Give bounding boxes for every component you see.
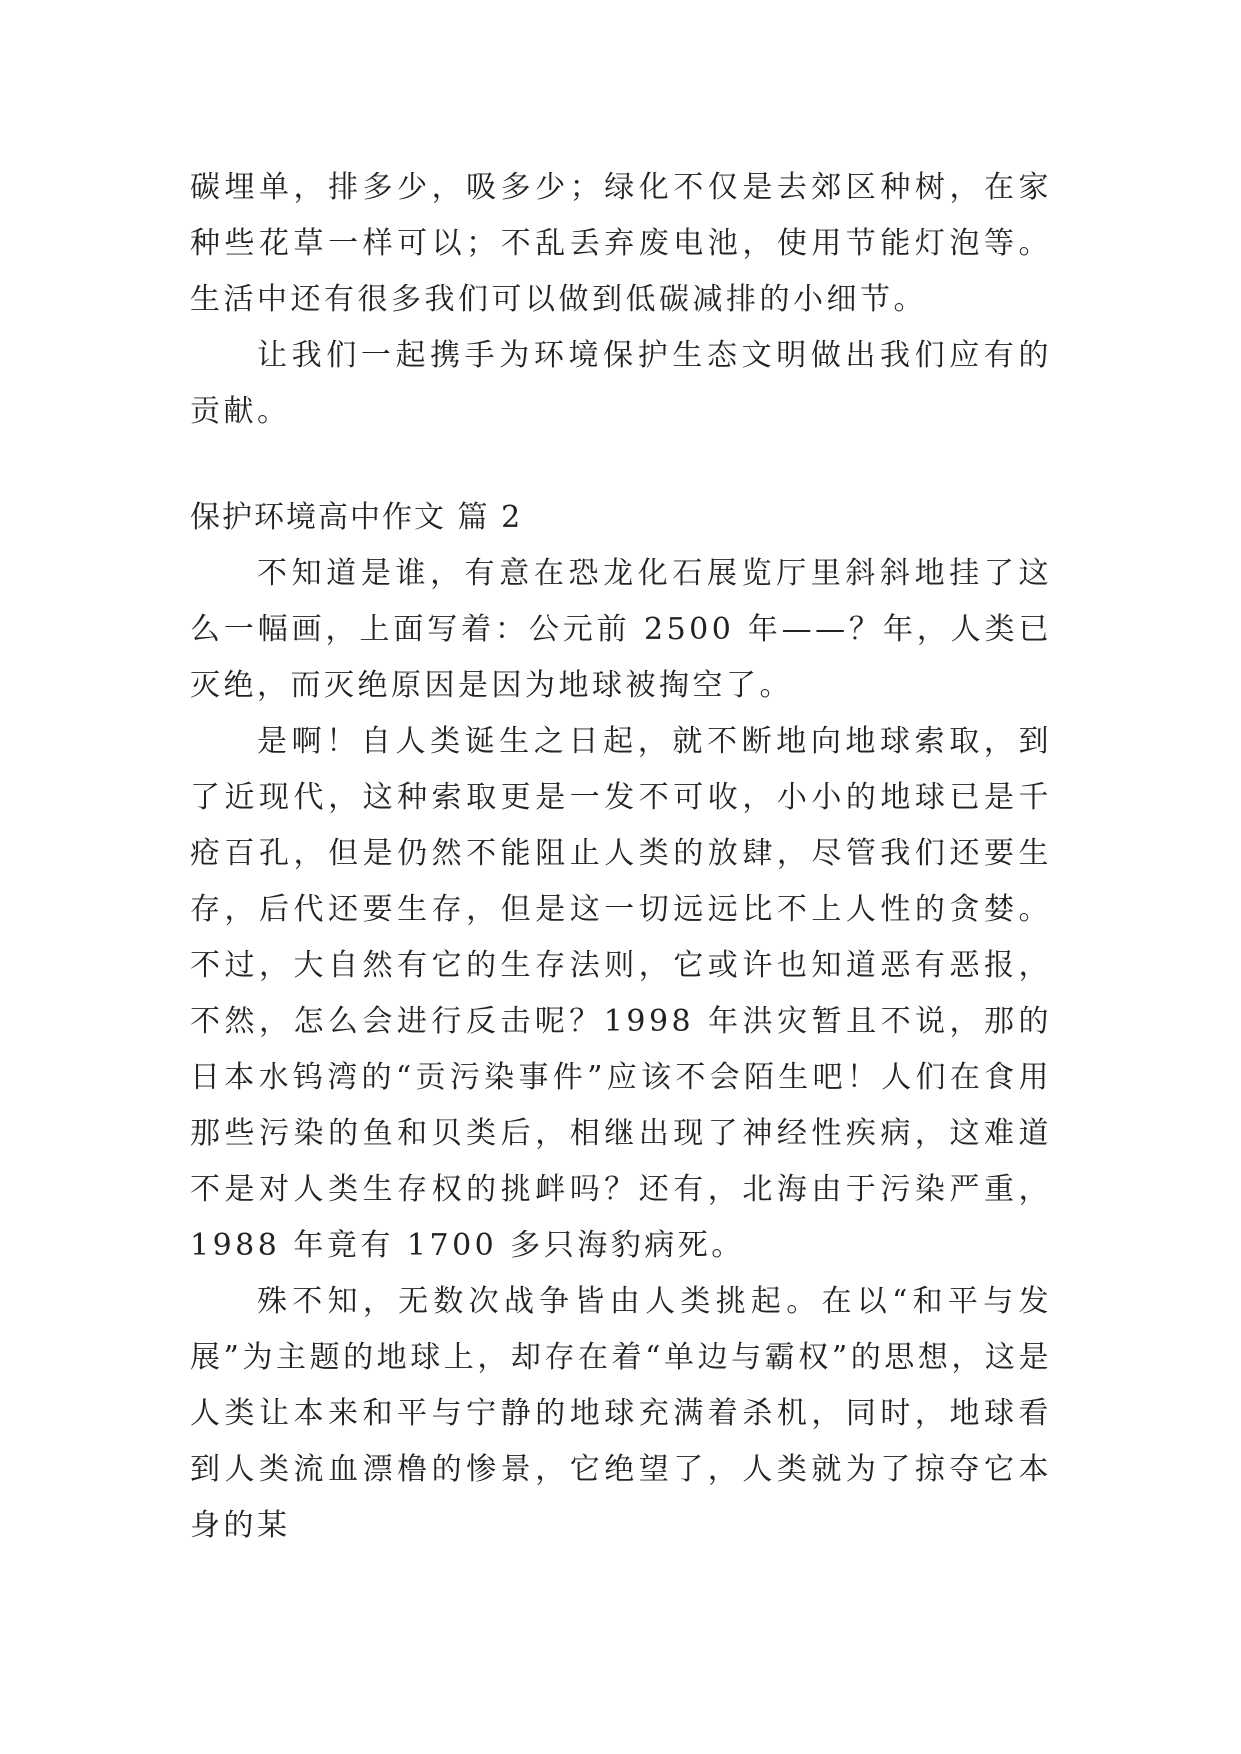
paragraph: 殊不知，无数次战争皆由人类挑起。在以“和平与发展”为主题的地球上，却存在着“单边与霸权”的思想，这是人类让本来和平与宁静的地球充满着杀机，同时，地球看到人类流血漂橹的惨景，它绝望了，人类就为了掠夺它本身的某: [190, 1284, 1052, 1543]
paragraph: 是啊！自人类诞生之日起，就不断地向地球索取，到了近现代，这种索取更是一发不可收，小小的地球已是千疮百孔，但是仍然不能阻止人类的放肆，尽管我们还要生存，后代还要生存，但是这一切远远比不上人性的贪婪。不过，大自然有它的生存法则，它或许也知道恶有恶报，不然，怎么会进行反击呢？1998 年洪灾暂且不说，那的日本水钨湾的“贡污染事件”应该不会陌生吧！人们在食用那些污染的鱼和贝类后，相继出现了神经性疾病，这难道不是对人类生存权的挑衅吗？还有，北海由于污染严重，1988 年竟有 1700 多只海豹病死。: [190, 724, 1052, 1263]
paragraph: 不知道是谁，有意在恐龙化石展览厅里斜斜地挂了这么一幅画，上面写着：公元前 2500 年——？年，人类已灭绝，而灭绝原因是因为地球被掏空了。: [190, 556, 1052, 703]
document-body: [190, 160, 1052, 1554]
section-title: 保护环境高中作文 篇 2: [190, 500, 523, 535]
paragraph-continued: 碳埋单，排多少，吸多少；绿化不仅是去郊区种树，在家种些花草一样可以；不乱丢弃废电池，使用节能灯泡等。生活中还有很多我们可以做到低碳减排的小细节。: [190, 170, 1052, 317]
paragraph-closing: 让我们一起携手为环境保护生态文明做出我们应有的贡献。: [190, 338, 1052, 429]
